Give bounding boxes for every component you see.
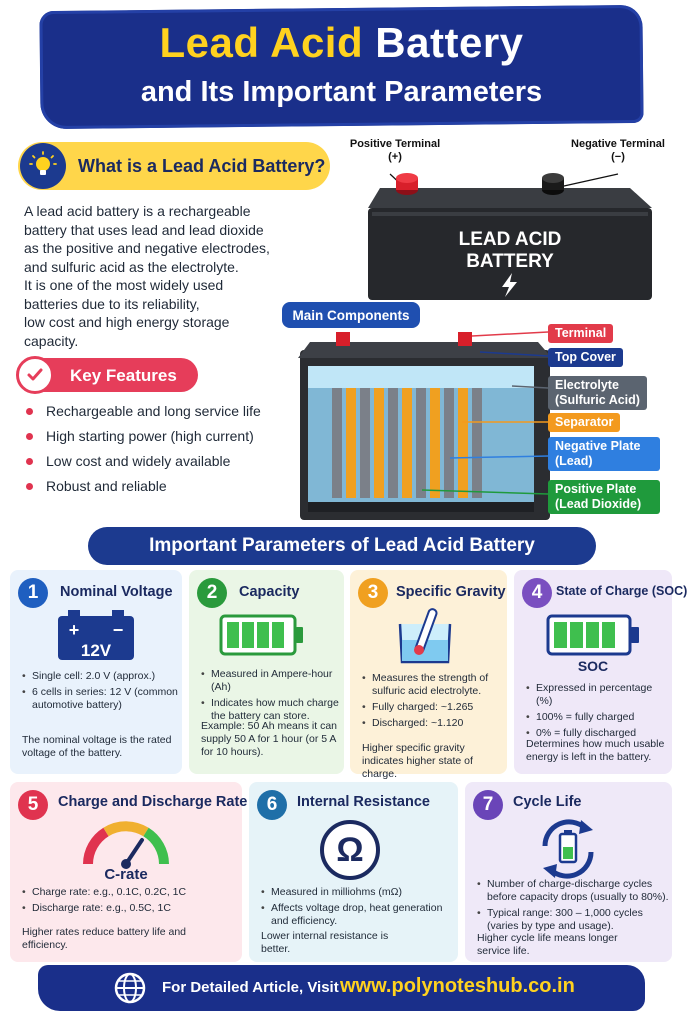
page-subtitle: and Its Important Parameters: [140, 76, 543, 108]
what-line: It is one of the most widely used: [24, 277, 224, 293]
what-line: batteries due to its reliability,: [24, 295, 200, 312]
card-bullets: [261, 886, 455, 931]
title-part1: Lead Acid: [159, 19, 364, 66]
key-features-list: [26, 402, 261, 502]
list-item: • Measures the strength of sulfuric acid electrolyte.: [362, 672, 504, 698]
card-note: Higher rates reduce battery life and efficiency.: [22, 926, 187, 951]
positive-terminal-text: Positive Terminal: [349, 138, 441, 150]
list-item: • 0% = fully discharged: [526, 727, 668, 740]
negative-terminal-text: Negative Terminal: [571, 138, 665, 150]
list-item: • Affects voltage drop, heat generation and efficiency.: [261, 902, 455, 928]
svg-text:+: +: [68, 620, 80, 640]
list-item: • Single cell: 2.0 V (approx.): [22, 670, 178, 683]
what-line: and sulfuric acid as the electrolyte.: [24, 258, 239, 275]
what-line: A lead acid battery is a rechargeable: [24, 203, 251, 219]
gauge-icon: [78, 816, 174, 868]
card-bullets: [22, 670, 178, 715]
card-title: Internal Resistance: [297, 794, 430, 810]
list-item: • Typical range: 300 – 1,000 cycles (varies by type and usage).: [477, 907, 669, 933]
what-is-title: What is a Lead Acid Battery?: [78, 156, 326, 176]
list-item: • Discharged: ~1.120: [362, 717, 504, 730]
card-charge-discharge-rate: [10, 782, 248, 962]
list-item: • Number of charge-discharge cycles before capacity drops (usually to 80%).: [477, 878, 669, 904]
lightbulb-icon: [20, 143, 66, 189]
battery-case-line2: BATTERY: [466, 251, 554, 272]
website-link[interactable]: www.polynoteshub.co.in: [340, 975, 575, 997]
card-internal-resistance: [249, 782, 458, 962]
main-components-pill: Main Components: [282, 302, 420, 328]
card-number: 7: [473, 790, 503, 820]
component-top-cover: Top Cover: [548, 348, 623, 367]
card-number: 4: [522, 578, 552, 608]
what-is-description: [24, 202, 294, 350]
battery-full-icon: [219, 614, 305, 656]
card-bullets: [22, 886, 236, 918]
card-note: Higher cycle life means longer service life.: [477, 932, 618, 957]
c-rate-label: C-rate: [104, 866, 148, 883]
battery-case-line1: LEAD ACID: [458, 229, 562, 250]
card-bullets: [201, 668, 341, 726]
page-title: [0, 19, 683, 66]
list-item: • Charge rate: e.g., 0.1C, 0.2C, 1C: [22, 886, 236, 899]
title-part2: Battery: [375, 19, 524, 66]
card-number: 2: [197, 578, 227, 608]
negative-terminal-sign: (−): [611, 151, 625, 163]
parameters-title: Important Parameters of Lead Acid Battery: [88, 527, 596, 565]
card-bullets: [362, 672, 504, 733]
cycle-icon: [533, 816, 603, 882]
battery-cutaway-illustration: [290, 330, 555, 525]
card-bullets: [477, 878, 669, 936]
list-item: • Measured in milliohms (mΩ): [261, 886, 455, 899]
list-item: • 100% = fully charged: [526, 711, 668, 724]
card-note: The nominal voltage is the rated voltage of the battery.: [22, 734, 172, 759]
omega-icon: Ω: [320, 820, 380, 880]
card-note: Lower internal resistance is better.: [261, 930, 389, 955]
list-item: • 6 cells in series: 12 V (common automotive battery): [22, 686, 178, 712]
card-bullets: [526, 682, 668, 743]
card-state-of-charge: [514, 570, 687, 774]
list-item: • Measured in Ampere-hour (Ah): [201, 668, 341, 694]
positive-terminal-sign: (+): [388, 151, 402, 163]
checkmark-icon: [16, 356, 54, 394]
svg-text:−: −: [112, 620, 124, 640]
hydrometer-icon: [392, 606, 462, 666]
soc-label: SOC: [577, 658, 609, 674]
list-item: • Discharge rate: e.g., 0.5C, 1C: [22, 902, 236, 915]
battery-illustration: [340, 160, 680, 310]
card-title: Charge and Discharge Rate: [58, 794, 248, 810]
list-item: • Expressed in percentage (%): [526, 682, 668, 708]
globe-icon: [114, 972, 146, 1004]
card-number: 3: [358, 578, 388, 608]
battery-soc-icon: [546, 614, 642, 656]
list-item: • Indicates how much charge the battery can store.: [201, 697, 341, 723]
card-number: 1: [18, 578, 48, 608]
component-separator: Separator: [548, 413, 620, 432]
card-capacity: [189, 570, 344, 774]
component-terminal: Terminal: [548, 324, 613, 343]
battery-12v-icon: [56, 610, 136, 662]
component-negative-plate: Negative Plate (Lead): [548, 437, 660, 471]
card-note: Example: 50 Ah means it can supply 50 A for 1 hour (or 5 A for 10 hours).: [201, 720, 337, 758]
card-note: Higher specific gravity indicates higher state of charge.: [362, 742, 473, 780]
component-positive-plate: Positive Plate (Lead Dioxide): [548, 480, 660, 514]
card-note: Determines how much usable energy is left in the battery.: [526, 738, 665, 763]
list-item: Low cost and widely available: [26, 452, 261, 477]
card-number: 5: [18, 790, 48, 820]
card-title: Cycle Life: [513, 794, 582, 810]
card-number: 6: [257, 790, 287, 820]
card-title: Specific Gravity: [396, 584, 506, 600]
icon-text: 12V: [80, 641, 112, 660]
what-line: battery that uses lead and lead dioxide: [24, 221, 264, 238]
card-title: Capacity: [239, 584, 300, 600]
what-line: as the positive and negative electrodes,: [24, 240, 270, 256]
list-item: High starting power (high current): [26, 427, 261, 452]
card-specific-gravity: [350, 570, 507, 780]
key-features-title: Key Features: [70, 366, 177, 385]
list-item: Rechargeable and long service life: [26, 402, 261, 427]
card-title: Nominal Voltage: [60, 584, 173, 600]
list-item: • Fully charged: ~1.265: [362, 701, 504, 714]
component-electrolyte: Electrolyte (Sulfuric Acid): [548, 376, 647, 410]
footer-text: For Detailed Article, Visit: [162, 979, 339, 996]
card-title: State of Charge (SOC): [556, 584, 687, 598]
card-cycle-life: [465, 782, 672, 962]
card-nominal-voltage: [10, 570, 182, 774]
list-item: Robust and reliable: [26, 477, 261, 502]
what-line: low cost and high energy storage: [24, 314, 230, 330]
what-line: capacity.: [24, 332, 79, 349]
